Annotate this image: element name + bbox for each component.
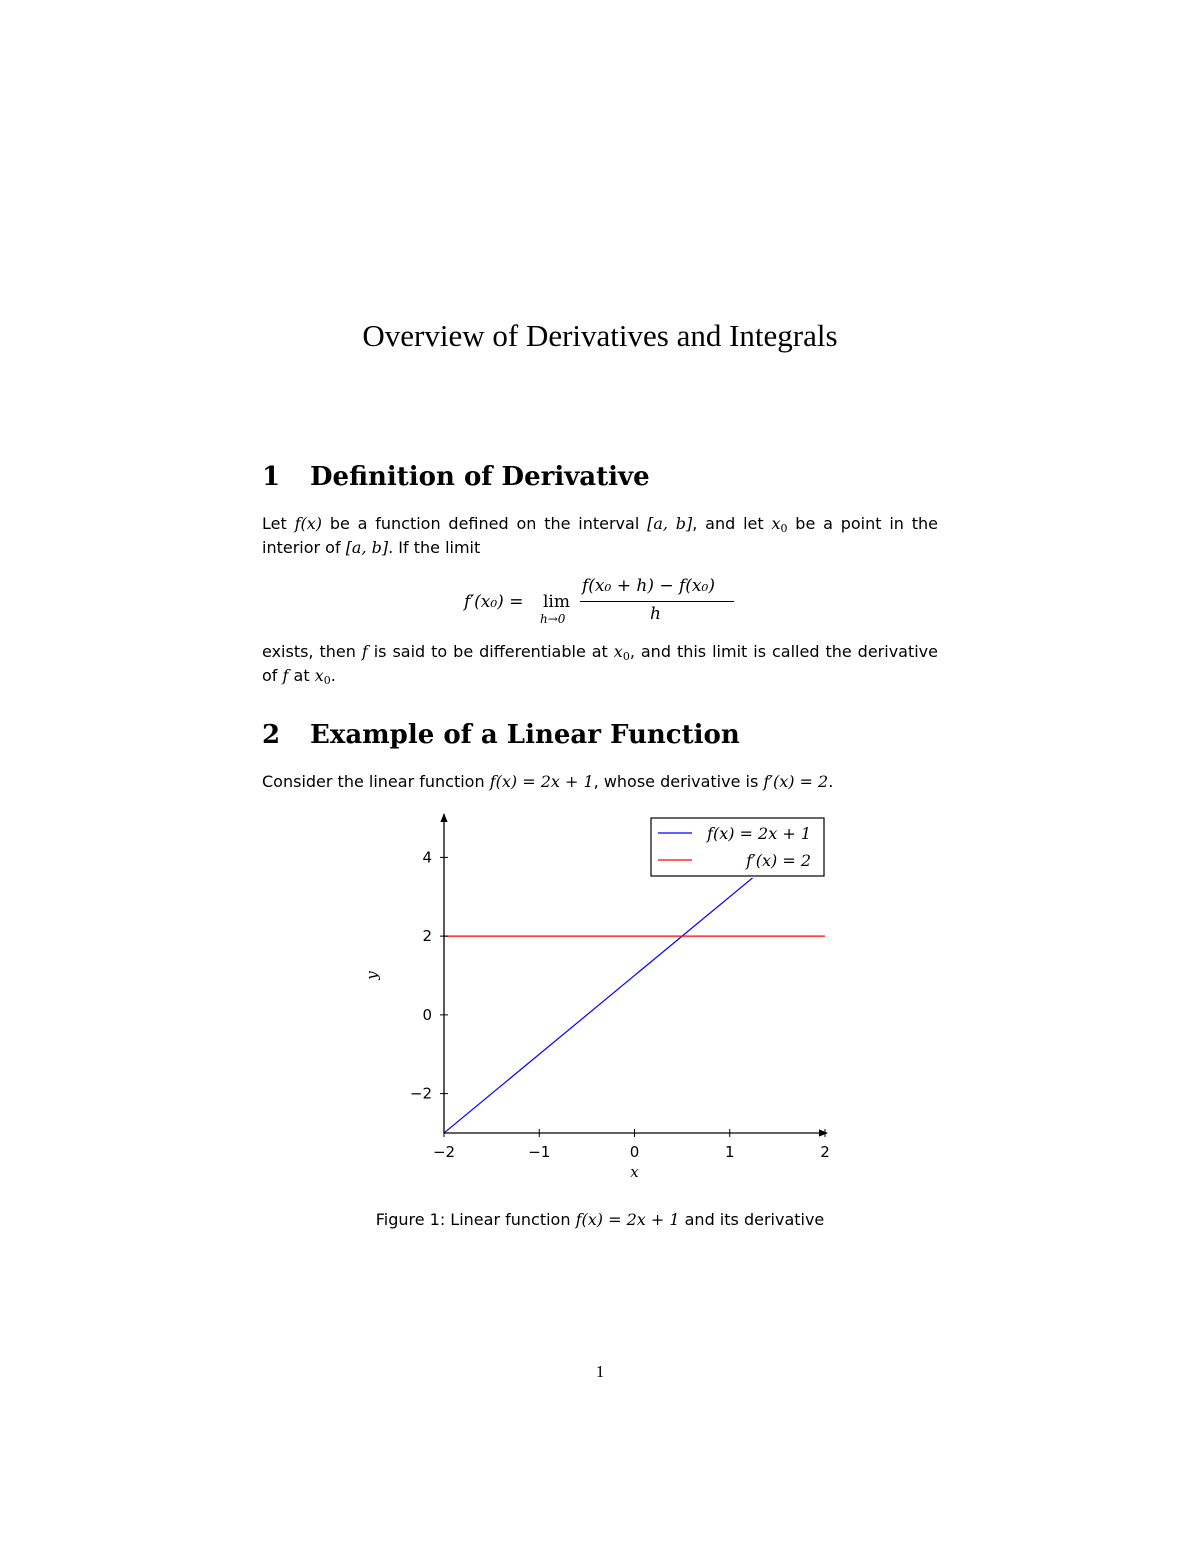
caption-text: Figure 1: Linear function [375, 1210, 576, 1229]
math-derivative: f′(x) = 2 [763, 772, 829, 791]
equation-lhs: f′(x₀) = [464, 592, 524, 612]
page-title: Overview of Derivatives and Integrals [362, 318, 838, 353]
text: Let [262, 514, 295, 533]
subscript: 0 [323, 674, 331, 687]
x-tick-label: 2 [820, 1143, 830, 1161]
text: at [288, 666, 315, 685]
y-tick-label: −2 [409, 1084, 432, 1103]
math-x0: x [314, 666, 324, 685]
math-interval: [a, b] [345, 538, 389, 557]
math-function: f(x) = 2x + 1 [489, 772, 594, 791]
subscript: 0 [780, 522, 788, 535]
x-tick-label: 1 [724, 1143, 735, 1161]
figure-caption [0, 1210, 1200, 1229]
section-number: 1 [262, 462, 281, 492]
legend-label-2: f′(x) = 2 [746, 851, 811, 870]
equation-lim: lim [543, 592, 570, 612]
x-tick-label: 0 [629, 1143, 640, 1161]
subscript: 0 [622, 650, 630, 663]
section-title: Definition of Derivative [310, 462, 650, 492]
y-tick-label: 4 [422, 848, 432, 867]
page-number: 1 [595, 1362, 605, 1381]
y-tick-label: 0 [422, 1005, 432, 1024]
equation-denominator: h [650, 604, 661, 624]
text: exists, then [262, 642, 362, 661]
math-interval: [a, b] [647, 514, 693, 533]
math-fx: f(x) [294, 514, 322, 533]
text: . [828, 772, 834, 791]
text: Consider the linear function [262, 772, 490, 791]
text: , whose derivative is [593, 772, 764, 791]
text: . [330, 666, 336, 685]
legend-label-1: f(x) = 2x + 1 [707, 824, 811, 843]
math-f: f [282, 666, 289, 685]
math-x0: x [771, 514, 781, 533]
math-f: f [361, 642, 368, 661]
text: is said to be differentiable at [367, 642, 614, 661]
x-tick-label: −2 [432, 1143, 456, 1161]
caption-math: f(x) = 2x + 1 [575, 1210, 680, 1229]
text: , and this limit is called the derivative of [262, 642, 938, 685]
section-number: 2 [262, 720, 281, 750]
equation-lim-sub: h→0 [540, 612, 566, 626]
y-tick-label: 2 [422, 927, 432, 946]
text: . If the limit [388, 538, 481, 557]
math-x0: x [613, 642, 623, 661]
x-axis-label: x [630, 1163, 639, 1181]
text: , and let [692, 514, 772, 533]
y-axis-label: y [363, 971, 381, 980]
x-tick-label: −1 [528, 1143, 551, 1161]
section-title: Example of a Linear Function [310, 720, 740, 750]
text: be a function defined on the interval [322, 514, 648, 533]
equation-numerator: f(x₀ + h) − f(x₀) [582, 576, 715, 596]
text: be a point in the interior of [262, 514, 938, 557]
caption-text: and its derivative [679, 1210, 825, 1229]
